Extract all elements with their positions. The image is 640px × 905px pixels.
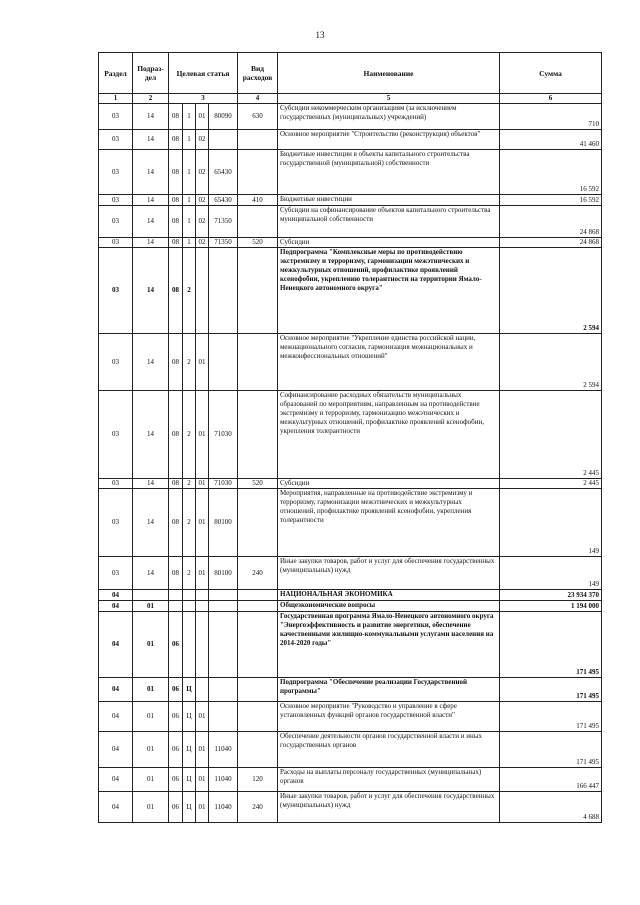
table-row	[99, 150, 602, 195]
target-article-subprogram-cell: 1	[183, 206, 196, 238]
target-article-program-cell: 06	[169, 732, 183, 768]
target-article-code-cell	[209, 590, 238, 601]
expense-type-cell	[238, 732, 278, 768]
razdel-cell: 03	[99, 479, 133, 489]
razdel-cell: 03	[99, 489, 133, 557]
target-article-code-cell: 71030	[209, 391, 238, 479]
target-article-program-cell	[169, 601, 183, 612]
podrazdel-cell: 14	[133, 334, 169, 391]
target-article-code-cell: 80100	[209, 557, 238, 590]
target-article-program-cell: 06	[169, 702, 183, 732]
target-article-event-cell	[196, 612, 209, 678]
expense-type-cell	[238, 601, 278, 612]
podrazdel-cell: 01	[133, 601, 169, 612]
podrazdel-cell: 14	[133, 489, 169, 557]
target-article-code-cell: 65430	[209, 195, 238, 206]
target-article-code-cell: 11040	[209, 732, 238, 768]
target-article-event-cell	[196, 601, 209, 612]
table-row	[99, 195, 602, 206]
target-article-code-cell: 11040	[209, 768, 238, 792]
razdel-cell: 04	[99, 792, 133, 823]
podrazdel-cell: 14	[133, 248, 169, 334]
target-article-subprogram-cell: 1	[183, 130, 196, 150]
target-article-code-cell: 11040	[209, 792, 238, 823]
podrazdel-cell: 14	[133, 557, 169, 590]
item-name-cell: Обеспечение деятельности органов государственной власти и иных государственных органов	[278, 732, 500, 768]
table-row	[99, 732, 602, 768]
target-article-subprogram-cell: 1	[183, 195, 196, 206]
target-article-event-cell: 01	[196, 768, 209, 792]
razdel-cell: 04	[99, 702, 133, 732]
item-name-cell: Субсидии на софинансирование объектов капитального строительства муниципальной собственности	[278, 206, 500, 238]
expense-type-cell	[238, 489, 278, 557]
target-article-program-cell: 08	[169, 206, 183, 238]
target-article-event-cell: 01	[196, 792, 209, 823]
table-row	[99, 768, 602, 792]
target-article-subprogram-cell: Ц	[183, 678, 196, 702]
podrazdel-cell: 01	[133, 792, 169, 823]
page-number: 13	[315, 30, 325, 40]
target-article-code-cell: 71030	[209, 479, 238, 489]
amount-cell: 1 194 000	[500, 601, 602, 612]
podrazdel-cell: 01	[133, 612, 169, 678]
item-name-cell: Подпрограмма "Обеспечение реализации Государственной программы"	[278, 678, 500, 702]
table-row	[99, 104, 602, 130]
item-name-cell: Расходы на выплаты персоналу государственных (муниципальных) органов	[278, 768, 500, 792]
podrazdel-cell: 14	[133, 238, 169, 248]
razdel-cell: 03	[99, 334, 133, 391]
podrazdel-cell: 14	[133, 479, 169, 489]
target-article-subprogram-cell: 2	[183, 479, 196, 489]
razdel-cell: 03	[99, 150, 133, 195]
target-article-code-cell	[209, 612, 238, 678]
target-article-event-cell: 01	[196, 557, 209, 590]
header-podrazdel: Подраз-дел	[133, 53, 169, 94]
razdel-cell: 04	[99, 601, 133, 612]
table-row	[99, 479, 602, 489]
razdel-cell: 03	[99, 130, 133, 150]
target-article-subprogram-cell	[183, 601, 196, 612]
target-article-subprogram-cell: 1	[183, 150, 196, 195]
razdel-cell: 04	[99, 732, 133, 768]
target-article-subprogram-cell: 2	[183, 557, 196, 590]
table-row	[99, 601, 602, 612]
podrazdel-cell: 14	[133, 104, 169, 130]
target-article-code-cell	[209, 678, 238, 702]
header-naimenovanie: Наименование	[278, 53, 500, 94]
item-name-cell: НАЦИОНАЛЬНАЯ ЭКОНОМИКА	[278, 590, 500, 601]
target-article-subprogram-cell: 2	[183, 489, 196, 557]
podrazdel-cell: 01	[133, 702, 169, 732]
podrazdel-cell: 01	[133, 768, 169, 792]
target-article-program-cell: 06	[169, 678, 183, 702]
target-article-event-cell: 02	[196, 206, 209, 238]
podrazdel-cell	[133, 590, 169, 601]
col-number: 1	[99, 94, 133, 104]
target-article-subprogram-cell: Ц	[183, 768, 196, 792]
col-number: 4	[238, 94, 278, 104]
table-row	[99, 678, 602, 702]
item-name-cell: Бюджетные инвестиции	[278, 195, 500, 206]
target-article-program-cell: 08	[169, 195, 183, 206]
target-article-subprogram-cell: Ц	[183, 732, 196, 768]
expense-type-cell: 410	[238, 195, 278, 206]
razdel-cell: 03	[99, 248, 133, 334]
target-article-subprogram-cell: 2	[183, 391, 196, 479]
table-row	[99, 557, 602, 590]
target-article-code-cell: 80100	[209, 489, 238, 557]
amount-cell: 2 594	[500, 334, 602, 391]
target-article-subprogram-cell: 2	[183, 334, 196, 391]
target-article-program-cell: 08	[169, 557, 183, 590]
target-article-code-cell: 80090	[209, 104, 238, 130]
target-article-code-cell	[209, 130, 238, 150]
amount-cell: 41 460	[500, 130, 602, 150]
podrazdel-cell: 14	[133, 150, 169, 195]
amount-cell: 24 868	[500, 238, 602, 248]
amount-cell: 149	[500, 557, 602, 590]
table-row	[99, 612, 602, 678]
amount-cell: 2 445	[500, 391, 602, 479]
razdel-cell: 03	[99, 557, 133, 590]
amount-cell: 24 868	[500, 206, 602, 238]
amount-cell: 4 688	[500, 792, 602, 823]
amount-cell: 166 447	[500, 768, 602, 792]
item-name-cell: Общеэкономические вопросы	[278, 601, 500, 612]
podrazdel-cell: 14	[133, 391, 169, 479]
col-number: 2	[133, 94, 169, 104]
amount-cell: 16 592	[500, 150, 602, 195]
target-article-event-cell: 01	[196, 732, 209, 768]
target-article-program-cell	[169, 590, 183, 601]
target-article-program-cell: 06	[169, 792, 183, 823]
razdel-cell: 03	[99, 238, 133, 248]
amount-cell: 2 445	[500, 479, 602, 489]
target-article-subprogram-cell: Ц	[183, 792, 196, 823]
amount-cell: 16 592	[500, 195, 602, 206]
expense-type-cell: 520	[238, 238, 278, 248]
amount-cell: 171 495	[500, 678, 602, 702]
column-number-row	[99, 94, 602, 104]
target-article-program-cell: 08	[169, 130, 183, 150]
target-article-program-cell: 08	[169, 391, 183, 479]
amount-cell: 710	[500, 104, 602, 130]
item-name-cell: Государственная программа Ямало-Ненецкого автономного округа "Энергоэффективность и развитие энергетики, обеспечение качественными жилищно-коммунальными услугами населения на 2014-2020 годы"	[278, 612, 500, 678]
item-name-cell: Бюджетные инвестиции в объекты капитального строительства государственной (муниципальной) собственности	[278, 150, 500, 195]
item-name-cell: Основное мероприятие "Руководство и управление в сфере установленных функций органов государственной власти"	[278, 702, 500, 732]
item-name-cell: Субсидии некоммерческим организациям (за исключением государственных (муниципальных) учреждений)	[278, 104, 500, 130]
item-name-cell: Основное мероприятие "Строительство (реконструкция) объектов"	[278, 130, 500, 150]
razdel-cell: 04	[99, 678, 133, 702]
target-article-code-cell	[209, 248, 238, 334]
item-name-cell: Основное мероприятие "Укрепление единства российской нации, межнационального согласия, гармонизация межнациональных и межконфессиональных отношений"	[278, 334, 500, 391]
target-article-program-cell: 08	[169, 238, 183, 248]
target-article-event-cell: 01	[196, 489, 209, 557]
amount-cell: 2 594	[500, 248, 602, 334]
expense-type-cell	[238, 206, 278, 238]
item-name-cell: Мероприятия, направленные на противодействие экстремизму и терроризму, гармонизации межэтнических и межкультурных отношений, профилактике проявлений ксенофобии, укрепления толерантности	[278, 489, 500, 557]
target-article-program-cell: 08	[169, 489, 183, 557]
amount-cell: 149	[500, 489, 602, 557]
target-article-subprogram-cell: 1	[183, 104, 196, 130]
target-article-event-cell: 01	[196, 391, 209, 479]
table-row	[99, 334, 602, 391]
podrazdel-cell: 01	[133, 732, 169, 768]
target-article-event-cell: 02	[196, 195, 209, 206]
razdel-cell: 04	[99, 612, 133, 678]
razdel-cell: 04	[99, 590, 133, 601]
target-article-program-cell: 06	[169, 612, 183, 678]
target-article-event-cell	[196, 678, 209, 702]
expense-type-cell: 630	[238, 104, 278, 130]
item-name-cell: Субсидии	[278, 479, 500, 489]
col-number: 6	[500, 94, 602, 104]
target-article-subprogram-cell: 1	[183, 238, 196, 248]
podrazdel-cell: 14	[133, 206, 169, 238]
target-article-program-cell: 08	[169, 479, 183, 489]
razdel-cell: 03	[99, 206, 133, 238]
expense-type-cell	[238, 678, 278, 702]
expense-type-cell	[238, 130, 278, 150]
table-row	[99, 590, 602, 601]
expense-type-cell	[238, 391, 278, 479]
podrazdel-cell: 14	[133, 130, 169, 150]
expense-type-cell	[238, 612, 278, 678]
header-summa: Сумма	[500, 53, 602, 94]
amount-cell: 171 495	[500, 612, 602, 678]
table-row	[99, 702, 602, 732]
razdel-cell: 03	[99, 104, 133, 130]
razdel-cell: 03	[99, 195, 133, 206]
target-article-program-cell: 06	[169, 768, 183, 792]
table-row	[99, 206, 602, 238]
item-name-cell: Софинансирование расходных обязательств муниципальных образований по мероприятиям, направленным на противодействие экстремизму и терроризму, гармонизацию межэтнических и межкультурных отношений, профилактике проявлений ксенофобии, укрепления толерантности	[278, 391, 500, 479]
expense-type-cell	[238, 702, 278, 732]
table-row	[99, 248, 602, 334]
table-header-row	[99, 53, 602, 94]
expense-type-cell: 520	[238, 479, 278, 489]
amount-cell: 171 495	[500, 732, 602, 768]
table-row	[99, 391, 602, 479]
target-article-code-cell: 71350	[209, 206, 238, 238]
target-article-event-cell	[196, 590, 209, 601]
expense-type-cell: 120	[238, 768, 278, 792]
target-article-event-cell: 02	[196, 150, 209, 195]
target-article-event-cell: 02	[196, 130, 209, 150]
target-article-event-cell: 01	[196, 334, 209, 391]
col-number: 3	[169, 94, 238, 104]
expense-type-cell	[238, 150, 278, 195]
table-row	[99, 130, 602, 150]
target-article-event-cell: 01	[196, 702, 209, 732]
header-razdel: Раздел	[99, 53, 133, 94]
item-name-cell: Субсидии	[278, 238, 500, 248]
target-article-subprogram-cell	[183, 590, 196, 601]
target-article-code-cell: 65430	[209, 150, 238, 195]
target-article-subprogram-cell: Ц	[183, 702, 196, 732]
razdel-cell: 03	[99, 391, 133, 479]
razdel-cell: 04	[99, 768, 133, 792]
table-row	[99, 792, 602, 823]
table-row	[99, 489, 602, 557]
expense-type-cell	[238, 334, 278, 391]
expense-type-cell: 240	[238, 557, 278, 590]
target-article-event-cell: 01	[196, 479, 209, 489]
target-article-program-cell: 08	[169, 334, 183, 391]
target-article-subprogram-cell	[183, 612, 196, 678]
target-article-program-cell: 08	[169, 104, 183, 130]
header-celevaya-statya: Целевая статья	[169, 53, 238, 94]
podrazdel-cell: 01	[133, 678, 169, 702]
item-name-cell: Подпрограмма "Комплексные меры по противодействию экстремизму и терроризму, гармонизации межэтнических и межкультурных отношений, профилактике проявлений ксенофобии, укреплению толерантности на территории Ямало-Ненецкого автономного округа"	[278, 248, 500, 334]
table-row	[99, 238, 602, 248]
target-article-event-cell: 02	[196, 238, 209, 248]
target-article-event-cell: 01	[196, 104, 209, 130]
budget-table	[98, 52, 602, 823]
target-article-event-cell	[196, 248, 209, 334]
target-article-code-cell	[209, 601, 238, 612]
expense-type-cell: 240	[238, 792, 278, 823]
expense-type-cell	[238, 248, 278, 334]
target-article-code-cell	[209, 334, 238, 391]
expense-type-cell	[238, 590, 278, 601]
header-vid-rashodov: Вид расходов	[238, 53, 278, 94]
podrazdel-cell: 14	[133, 195, 169, 206]
amount-cell: 23 934 370	[500, 590, 602, 601]
target-article-program-cell: 08	[169, 150, 183, 195]
col-number: 5	[278, 94, 500, 104]
item-name-cell: Иные закупки товаров, работ и услуг для обеспечения государственных (муниципальных) нужд	[278, 557, 500, 590]
amount-cell: 171 495	[500, 702, 602, 732]
target-article-code-cell	[209, 702, 238, 732]
item-name-cell: Иные закупки товаров, работ и услуг для обеспечения государственных (муниципальных) нужд	[278, 792, 500, 823]
target-article-program-cell: 08	[169, 248, 183, 334]
target-article-subprogram-cell: 2	[183, 248, 196, 334]
target-article-code-cell: 71350	[209, 238, 238, 248]
